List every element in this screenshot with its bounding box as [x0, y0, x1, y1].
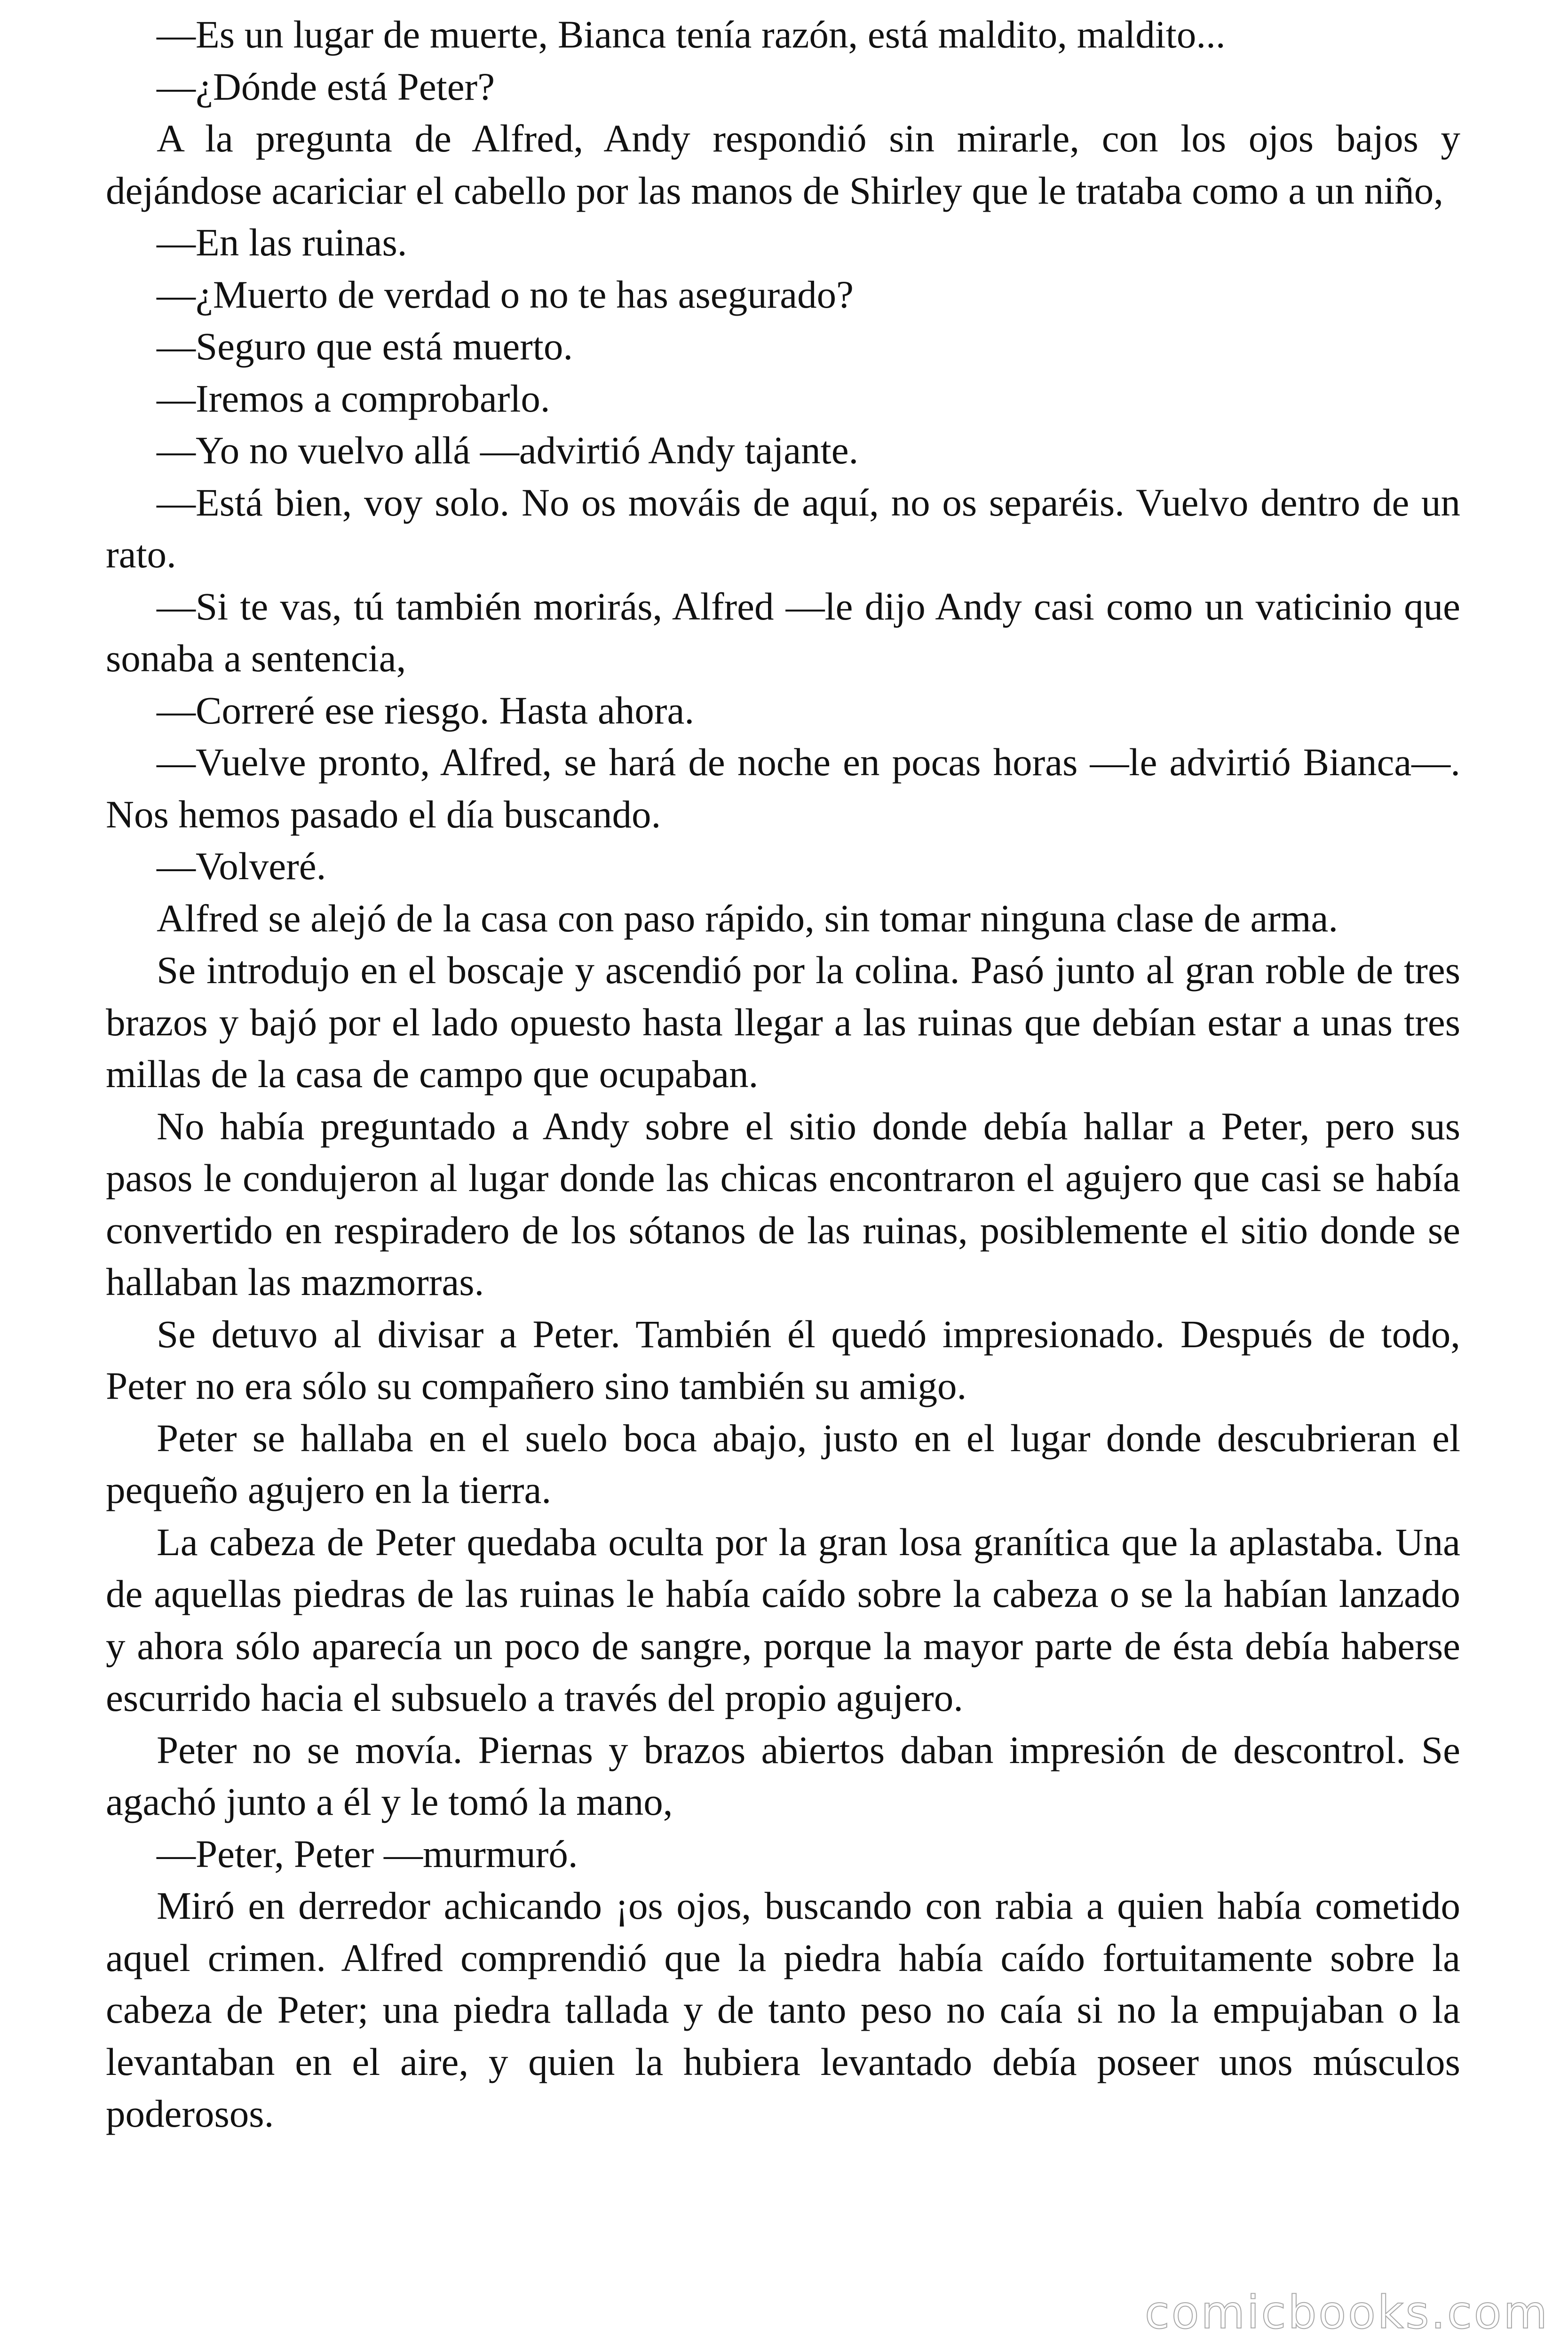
paragraph-5: —¿Muerto de verdad o no te has asegurado?: [157, 272, 854, 316]
paragraph-15: Se introdujo en el boscaje y ascendió por la colina. Pasó junto al gran roble de tres brazos y bajó por el lado opuesto hasta llegar a las ruinas que debían estar a unas tres millas de la casa de campo que ocupaban.: [106, 948, 1460, 1096]
paragraph-14: Alfred se alejó de la casa con paso rápido, sin tomar ninguna clase de arma.: [157, 896, 1338, 940]
paragraph-8: —Yo no vuelvo allá —advirtió Andy tajante.: [157, 429, 859, 472]
paragraph-19: La cabeza de Peter quedaba oculta por la gran losa granítica que la aplastaba. Una de aquellas piedras de las ruinas le había caído sobre la cabeza o se la habían lanzado y ahora sólo aparecía un poco de sangre, porque la mayor parte de ésta debía haberse escurrido hacia el subsuelo a través del propio agujero.: [106, 1520, 1460, 1719]
paragraph-20: Peter no se movía. Piernas y brazos abiertos daban impresión de descontrol. Se agachó junto a él y le tomó la mano,: [106, 1728, 1460, 1823]
paragraph-10: —Si te vas, tú también morirás, Alfred —le dijo Andy casi como un vaticinio que sonaba a sentencia,: [106, 584, 1460, 680]
paragraph-16: No había preguntado a Andy sobre el sitio donde debía hallar a Peter, pero sus pasos le condujeron al lugar donde las chicas encontraron el agujero que casi se había convertido en respiradero de los sótanos de las ruinas, posiblemente el sitio donde se hallaban las mazmorras.: [106, 1104, 1460, 1303]
paragraph-21: —Peter, Peter —murmuró.: [157, 1832, 578, 1875]
paragraph-2: —¿Dónde está Peter?: [157, 64, 495, 108]
paragraph-3: A la pregunta de Alfred, Andy respondió sin mirarle, con los ojos bajos y dejándose acariciar el cabello por las manos de Shirley que le trataba como a un niño,: [106, 117, 1460, 212]
paragraph-17: Se detuvo al divisar a Peter. También él quedó impresionado. Después de todo, Peter no era sólo su compañero sino también su amigo.: [106, 1312, 1460, 1407]
paragraph-1: —Es un lugar de muerte, Bianca tenía razón, está maldito, maldito...: [157, 13, 1226, 56]
paragraph-4: —En las ruinas.: [157, 221, 407, 264]
paragraph-22: Miró en derredor achicando ¡os ojos, buscando con rabia a quien había cometido aquel crimen. Alfred comprendió que la piedra había caído fortuitamente sobre la cabeza de Peter; una piedra tallada y de tanto peso no caía si no la empujaban o la levantaban en el aire, y quien la hubiera levantado debía poseer unos músculos poderosos.: [106, 1884, 1460, 2135]
paragraph-7: —Iremos a comprobarlo.: [157, 376, 550, 420]
watermark: comicbooks.com: [1144, 2286, 1549, 2339]
paragraph-18: Peter se hallaba en el suelo boca abajo, justo en el lugar donde descubrieran el pequeño agujero en la tierra.: [106, 1416, 1460, 1511]
paragraph-12: —Vuelve pronto, Alfred, se hará de noche en pocas horas —le advirtió Bianca—. Nos hemos pasado el día buscando.: [106, 740, 1460, 836]
paragraph-13: —Volveré.: [157, 844, 326, 888]
paragraph-9: —Está bien, voy solo. No os mováis de aquí, no os separéis. Vuelvo dentro de un rato.: [106, 480, 1460, 576]
paragraph-6: —Seguro que está muerto.: [157, 325, 573, 368]
paragraph-11: —Correré ese riesgo. Hasta ahora.: [157, 688, 695, 732]
body-text: [106, 8, 1460, 2140]
